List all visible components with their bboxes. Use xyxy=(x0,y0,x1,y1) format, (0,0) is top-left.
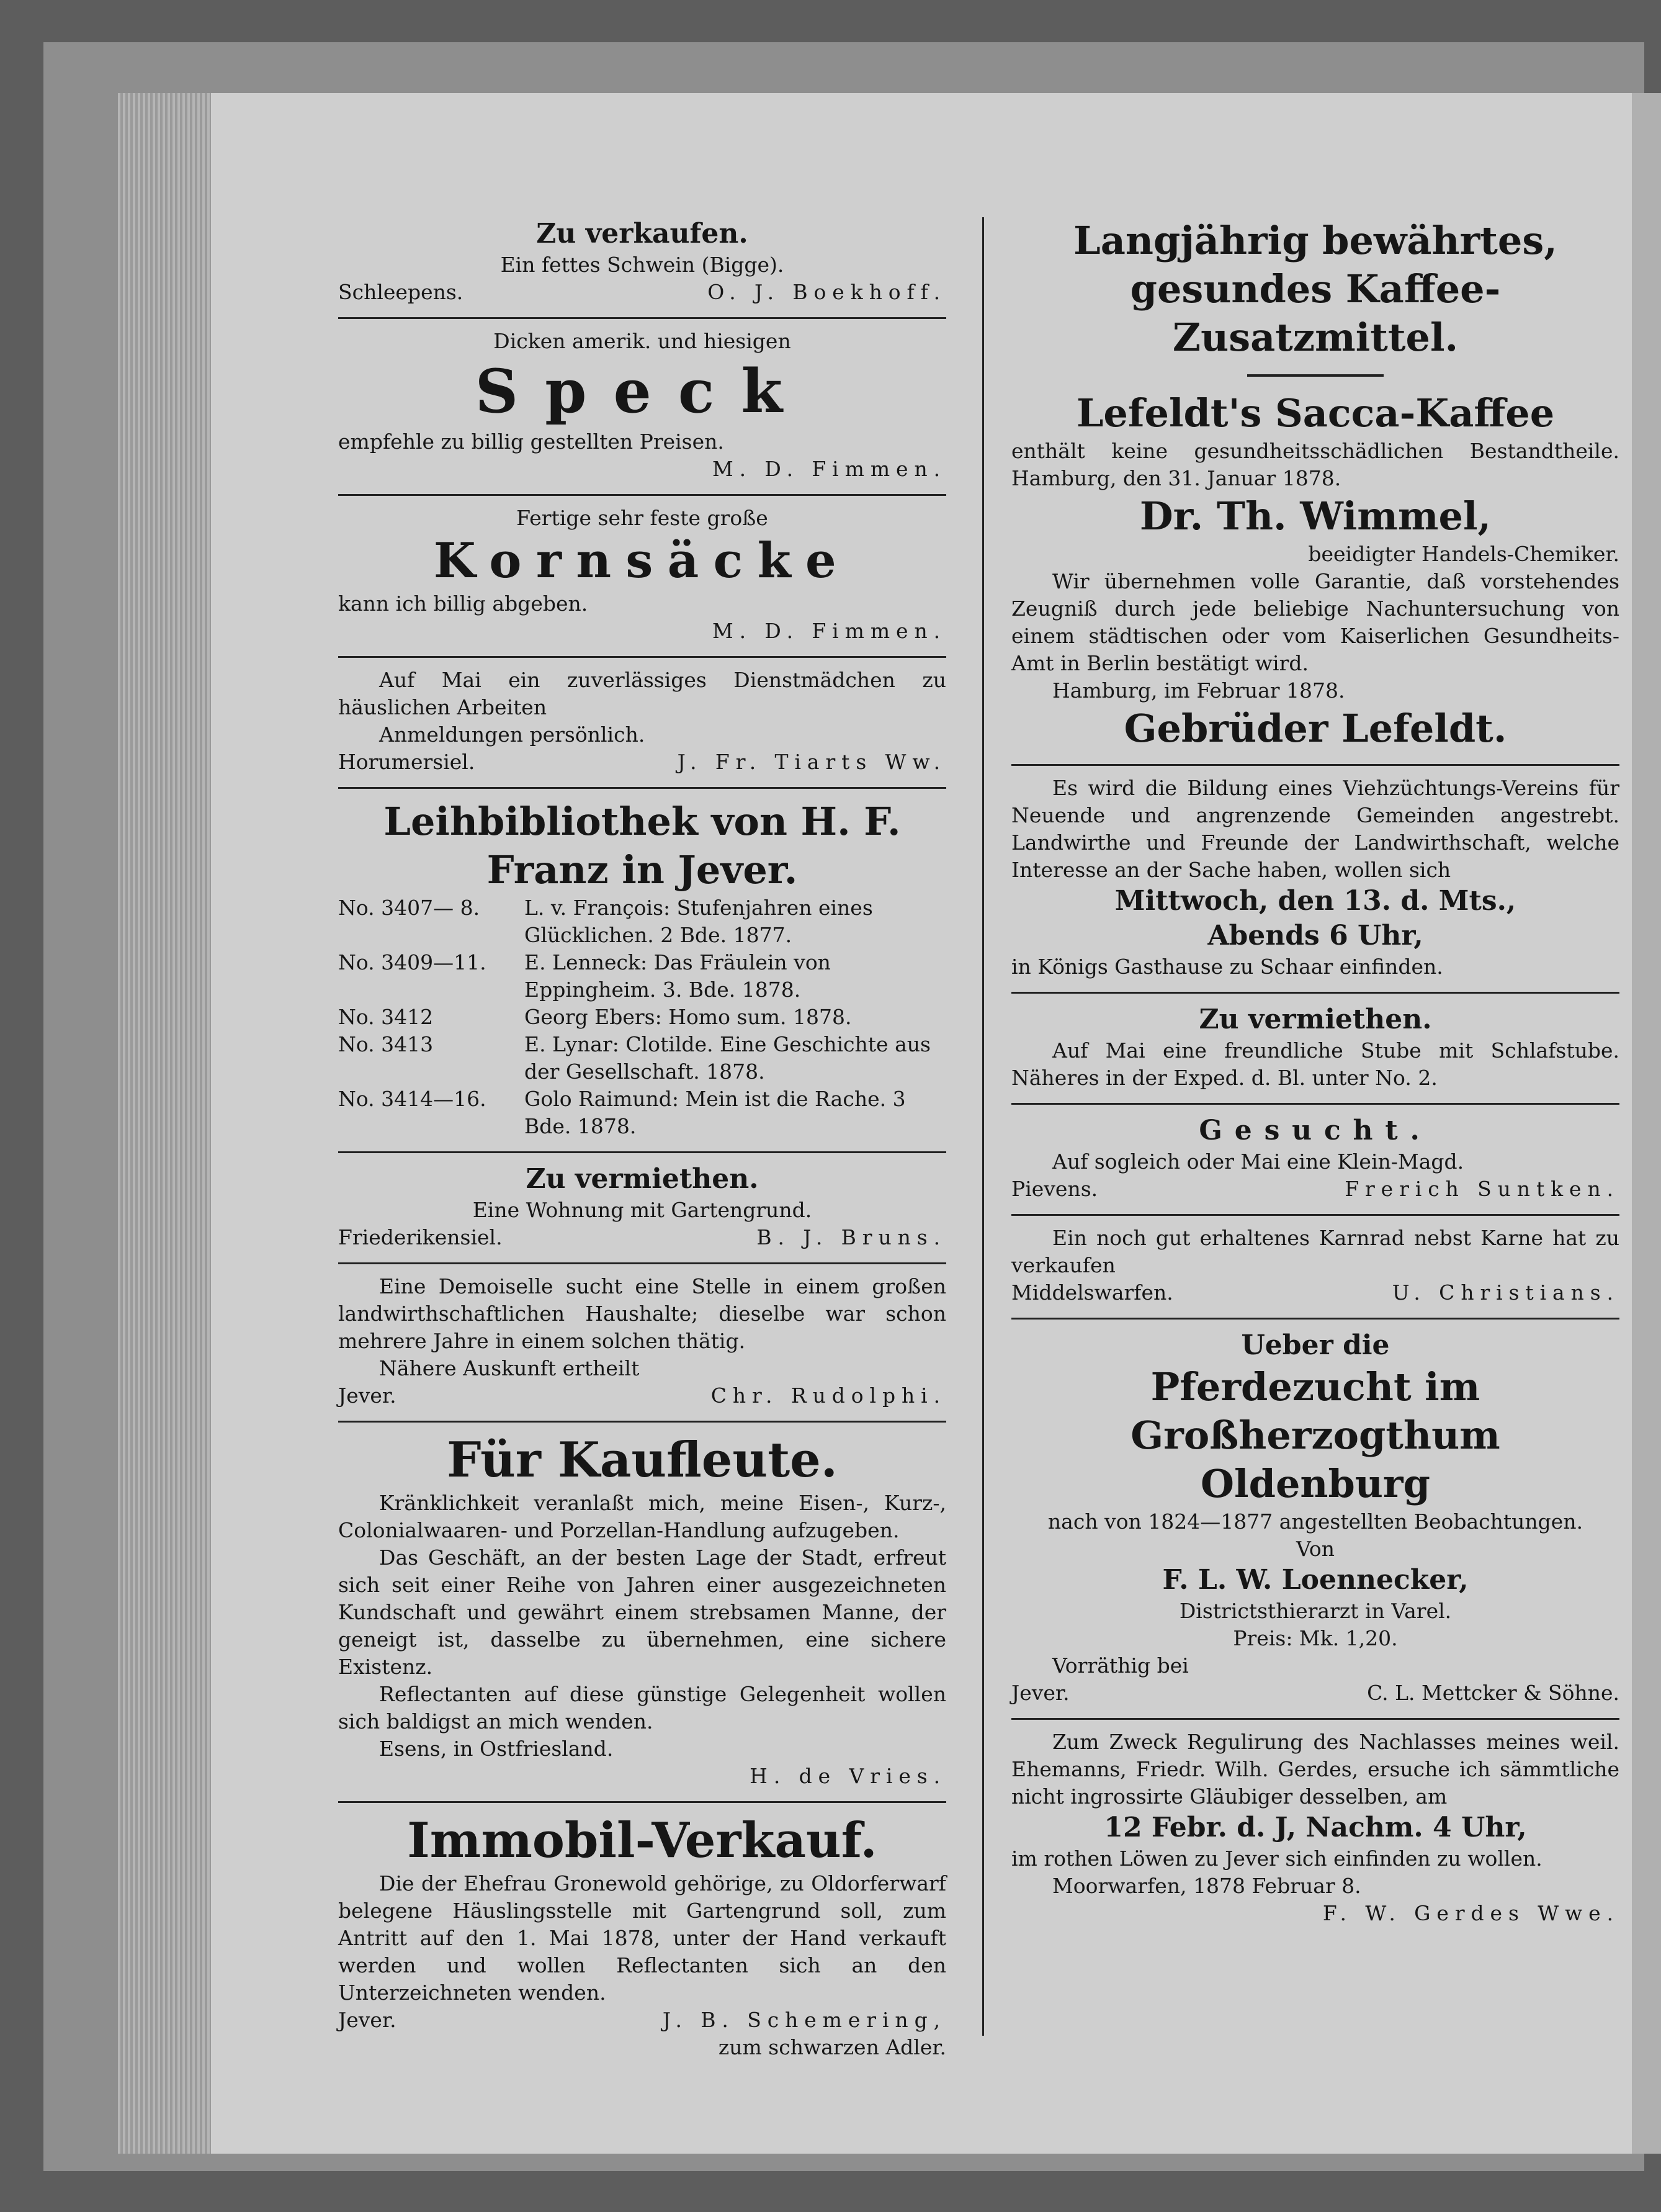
ad-viehzuechtung xyxy=(1011,772,1619,986)
ad-karnrad xyxy=(1011,1222,1619,1311)
ad-place: Jever. xyxy=(1011,1681,1070,1705)
ad-firm: Gebrüder Lefeldt. xyxy=(1124,706,1507,751)
ad-signature: J. B. Schemering, xyxy=(662,2008,946,2032)
ad-separator xyxy=(1011,992,1619,994)
ad-place: Friederikensiel. xyxy=(338,1225,503,1249)
ad-place: Middelswarfen. xyxy=(1011,1280,1173,1305)
meeting-time: Abends 6 Uhr, xyxy=(1207,920,1423,951)
ad-demoiselle xyxy=(338,1270,946,1414)
ad-signature: M. D. Fimmen. xyxy=(712,619,946,643)
ad-dateline: Hamburg, im Februar 1878. xyxy=(1052,678,1345,703)
estate-date: 12 Febr. d. J, Nachm. 4 Uhr, xyxy=(1104,1812,1527,1843)
signature-row xyxy=(338,749,946,776)
ad-title: Speck xyxy=(475,356,810,426)
signature-row xyxy=(1011,1279,1619,1306)
ad-signature: Frerich Suntken. xyxy=(1345,1177,1619,1201)
ad-place: Pievens. xyxy=(1011,1177,1098,1201)
ad-klein-magd xyxy=(1011,1111,1619,1208)
ad-heading: Gesucht. xyxy=(1199,1115,1432,1146)
book-author: F. L. W. Loennecker, xyxy=(1162,1564,1469,1596)
book-author-title: Districtsthierarzt in Varel. xyxy=(1179,1599,1452,1623)
ad-kaufleute xyxy=(338,1429,946,1795)
ad-doctor-title: beeidigter Handels-Chemiker. xyxy=(1308,542,1619,566)
ad-separator xyxy=(338,656,946,658)
ad-kornsaecke xyxy=(338,502,946,650)
book-price: Preis: Mk. 1,20. xyxy=(1233,1626,1398,1650)
signature-row xyxy=(338,2007,946,2034)
meeting-place: in Königs Gasthause zu Schaar einfinden. xyxy=(1011,955,1443,979)
entry-number: No. 3412 xyxy=(338,1005,434,1029)
entry-number: No. 3413 xyxy=(338,1032,434,1056)
ad-brand: Lefeldt's Sacca-Kaffee xyxy=(1076,390,1555,436)
ad-stube xyxy=(1011,1000,1619,1097)
column-divider xyxy=(982,217,984,2036)
ad-intro: Fertige sehr feste große xyxy=(516,506,768,530)
ad-schwein xyxy=(338,214,946,311)
ad-doctor: Dr. Th. Wimmel, xyxy=(1139,493,1492,539)
entry-number: No. 3414—16. xyxy=(338,1087,486,1111)
entry-text: E. Lenneck: Das Fräulein von Eppingheim. 3. Bde. 1878. xyxy=(524,950,831,1002)
right-column xyxy=(1011,214,1619,1932)
ad-separator xyxy=(338,787,946,789)
ad-guarantee: Wir übernehmen volle Garantie, daß vorstehendes Zeugniß durch jede beliebige Nachuntersuchung von einem städtischen oder vom Kaiserlichen Gesundheits-Amt in Berlin bestätigt wird. xyxy=(1011,569,1619,675)
ad-separator xyxy=(1011,1103,1619,1105)
ad-text: Auf Mai ein zuverlässiges Dienstmädchen zu häuslichen Arbeiten xyxy=(338,668,946,719)
ad-signature-note: zum schwarzen Adler. xyxy=(718,2035,946,2059)
ad-place: Jever. xyxy=(338,1383,396,1408)
ad-separator xyxy=(338,1262,946,1264)
signature-row xyxy=(1011,1679,1619,1707)
ad-place: Esens, in Ostfriesland. xyxy=(379,1737,614,1761)
ad-separator xyxy=(338,494,946,496)
ad-heading: Zu verkaufen. xyxy=(536,218,748,250)
ad-text: empfehle zu billig gestellten Preisen. xyxy=(338,429,724,454)
book-over: Ueber die xyxy=(1241,1329,1390,1361)
ad-separator xyxy=(1011,1318,1619,1320)
ad-text: Eine Wohnung mit Gartengrund. xyxy=(472,1198,812,1222)
ad-signature: F. W. Gerdes Wwe. xyxy=(1322,1901,1619,1925)
entry-text: Georg Ebers: Homo sum. 1878. xyxy=(524,1005,852,1029)
ad-paragraph: Kränklichkeit veranlaßt mich, meine Eisen-, Kurz-, Colonialwaaren- und Porzellan-Handlung aufzugeben. xyxy=(338,1491,946,1542)
ad-place: Horumersiel. xyxy=(338,750,475,774)
list-item xyxy=(338,1004,946,1031)
ad-sacca-kaffee xyxy=(1011,214,1619,758)
ad-signature: J. Fr. Tiarts Ww. xyxy=(677,750,946,774)
entry-text: E. Lynar: Clotilde. Eine Geschichte aus der Gesellschaft. 1878. xyxy=(524,1032,931,1084)
ad-signature: O. J. Boekhoff. xyxy=(707,280,946,304)
ad-place: Jever. xyxy=(338,2008,396,2032)
ad-wohnung xyxy=(338,1159,946,1256)
ad-separator xyxy=(338,1421,946,1423)
list-item xyxy=(338,894,946,949)
ad-place: Schleepens. xyxy=(338,280,463,304)
ad-immobil xyxy=(338,1809,946,2066)
ad-signature: B. J. Bruns. xyxy=(756,1225,946,1249)
ad-text: enthält keine gesundheitsschädlichen Bestandtheile. Hamburg, den 31. Januar 1878. xyxy=(1011,439,1619,490)
left-column xyxy=(338,214,946,2066)
ad-signature: H. de Vries. xyxy=(750,1764,946,1788)
short-rule xyxy=(1247,374,1384,377)
ad-text: kann ich billig abgeben. xyxy=(338,591,588,616)
ad-intro: Dicken amerik. und hiesigen xyxy=(493,329,791,353)
ad-separator xyxy=(1011,1718,1619,1720)
ad-title: Für Kaufleute. xyxy=(447,1432,838,1488)
ad-heading: Zu vermiethen. xyxy=(526,1163,759,1195)
entry-text: L. v. François: Stufenjahren eines Glücklichen. 2 Bde. 1877. xyxy=(524,896,873,947)
ad-signature: M. D. Fimmen. xyxy=(712,457,946,481)
ad-paragraph: Reflectanten auf diese günstige Gelegenheit wollen sich baldigst an mich wenden. xyxy=(338,1682,946,1733)
ad-text: Die der Ehefrau Gronewold gehörige, zu Oldorferwarf belegene Häuslingsstelle mit Gartengrund soll, zum Antritt auf den 1. Mai 1878, unter der Hand verkauft werden und wollen Reflectanten sich an den Unterzeichneten wenden. xyxy=(338,1871,946,2005)
entry-number: No. 3409—11. xyxy=(338,950,486,974)
list-item xyxy=(338,949,946,1004)
book-title: Pferdezucht im Großherzogthum Oldenburg xyxy=(1130,1364,1500,1506)
list-item xyxy=(338,1031,946,1086)
ad-text: Zum Zweck Regulirung des Nachlasses meines weil. Ehemanns, Friedr. Wilh. Gerdes, ersuche ich sämmtliche nicht ingrossirte Gläubiger desselben, am xyxy=(1011,1730,1619,1809)
meeting-date: Mittwoch, den 13. d. Mts., xyxy=(1114,885,1516,917)
signature-row xyxy=(338,279,946,306)
ad-separator xyxy=(338,1151,946,1153)
book-stock: Vorräthig bei xyxy=(1052,1653,1189,1678)
ad-nachlass-gerdes xyxy=(1011,1726,1619,1932)
page-stack-edge xyxy=(118,93,211,2154)
book-by: Von xyxy=(1296,1537,1335,1561)
ad-title: Immobil-Verkauf. xyxy=(407,1812,877,1869)
ad-headline: Langjährig bewährtes, gesundes Kaffee-Zusatzmittel. xyxy=(1073,218,1557,360)
ad-separator xyxy=(1011,1214,1619,1216)
ad-title: Leihbibliothek von H. F. Franz in Jever. xyxy=(383,799,901,892)
ad-leihbibliothek xyxy=(338,795,946,1145)
ad-heading: Zu vermiethen. xyxy=(1199,1004,1432,1035)
ad-dienstmaedchen xyxy=(338,664,946,781)
ad-text: Ein fettes Schwein (Bigge). xyxy=(500,253,784,277)
entry-text: Golo Raimund: Mein ist die Rache. 3 Bde. 1878. xyxy=(524,1087,906,1138)
ad-pferdezucht xyxy=(1011,1326,1619,1712)
ad-separator xyxy=(338,1801,946,1803)
ad-text: Auf Mai eine freundliche Stube mit Schlafstube. Näheres in der Exped. d. Bl. unter No. 2. xyxy=(1011,1038,1619,1090)
book-subtitle: nach von 1824—1877 angestellten Beobachtungen. xyxy=(1047,1509,1583,1534)
ad-signature: C. L. Mettcker & Söhne. xyxy=(1367,1681,1619,1705)
next-page-edge xyxy=(1632,93,1661,2154)
ad-paragraph: Das Geschäft, an der besten Lage der Stadt, erfreut sich seit einer Reihe von Jahren einer ausgezeichneten Kundschaft und gewährt einem strebsamen Manne, der geneigt ist, dasselbe zu übernehmen, eine sichere Existenz. xyxy=(338,1545,946,1679)
ad-title: Kornsäcke xyxy=(433,533,851,589)
signature-row xyxy=(338,1382,946,1409)
ad-text: Es wird die Bildung eines Viehzüchtungs-Vereins für Neuende und angrenzende Gemeinden angestrebt. Landwirthe und Freunde der Landwirthschaft, welche Interesse an der Sache haben, wollen sich xyxy=(1011,776,1619,882)
signature-row xyxy=(338,1224,946,1251)
ad-note: Anmeldungen persönlich. xyxy=(379,722,645,747)
ad-note: Nähere Auskunft ertheilt xyxy=(379,1356,640,1380)
ad-text-2: im rothen Löwen zu Jever sich einfinden zu wollen. xyxy=(1011,1846,1542,1871)
signature-row xyxy=(1011,1176,1619,1203)
ad-text: Eine Demoiselle sucht eine Stelle in einem großen landwirthschaftlichen Haushalte; dieselbe war schon mehrere Jahre in einem solchen thätig. xyxy=(338,1274,946,1353)
entry-number: No. 3407— 8. xyxy=(338,896,480,920)
ad-text: Ein noch gut erhaltenes Karnrad nebst Karne hat zu verkaufen xyxy=(1011,1226,1619,1277)
ad-speck xyxy=(338,325,946,488)
ad-separator xyxy=(338,317,946,319)
ad-text: Auf sogleich oder Mai eine Klein-Magd. xyxy=(1052,1149,1464,1174)
ad-separator xyxy=(1011,764,1619,766)
ad-signature: Chr. Rudolphi. xyxy=(710,1383,946,1408)
ad-dateline: Moorwarfen, 1878 Februar 8. xyxy=(1052,1874,1361,1898)
list-item xyxy=(338,1086,946,1140)
ad-signature: U. Christians. xyxy=(1392,1280,1619,1305)
